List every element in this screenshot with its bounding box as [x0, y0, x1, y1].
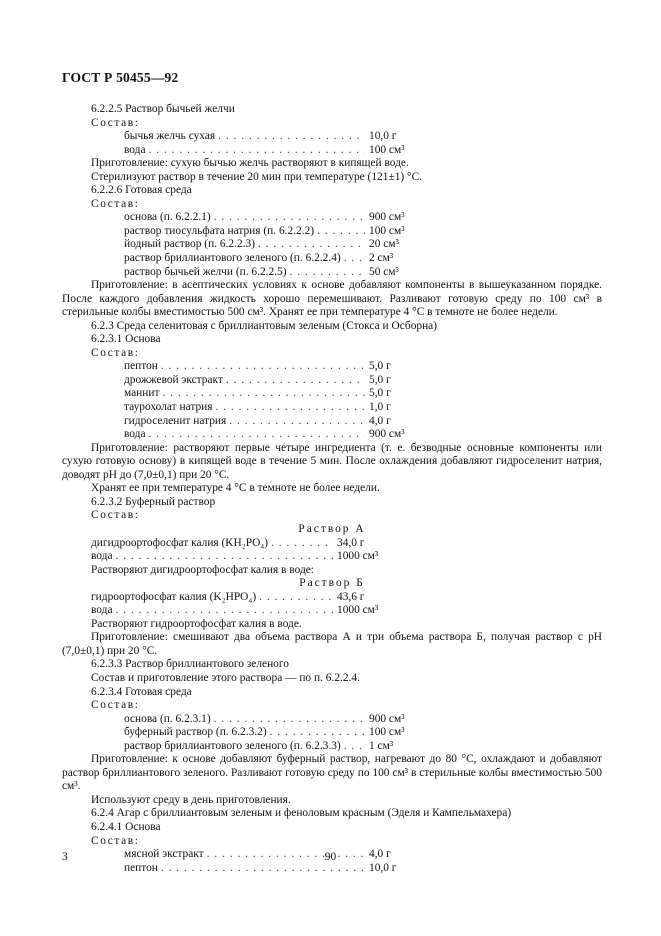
- composition-row: [62, 740, 429, 754]
- paragraph: Приготовление: растворяют первые четыре ингредиента (т. е. безводные основные компоненты или сухую готовую основу) в кипящей воде в течение 5 мин. После охлаждения добавляют гидроселенит натрия, доводят pH до (7,0±0,1) при 20 °С.: [62, 441, 602, 481]
- text-line: 6.2.3.1 Основа: [91, 333, 161, 346]
- text-line: 6.2.4 Агар с бриллиантовым зеленым и феноловым красным (Эделя и Кампельмахера): [91, 807, 512, 820]
- solution-heading: Раствор Б: [299, 577, 365, 590]
- composition-row: [62, 726, 429, 740]
- dot-leader: [314, 225, 365, 239]
- dot-leader: [211, 211, 365, 225]
- dot-leader: [113, 604, 333, 618]
- composition-label: Состав:: [91, 509, 140, 522]
- composition-label: Состав:: [91, 699, 140, 712]
- composition-row: [62, 130, 429, 144]
- page-number: 90: [324, 851, 337, 863]
- composition-row: [62, 387, 429, 401]
- composition-item-name: вода: [91, 550, 113, 563]
- dot-leader: [267, 726, 365, 740]
- composition-item-name: раствор тиосульфата натрия (п. 6.2.2.2): [124, 224, 315, 237]
- text-line: 6.2.2.5 Раствор бычьей желчи: [91, 103, 235, 115]
- composition-row: [62, 713, 429, 727]
- composition-item-amount: 34,0 г: [337, 536, 365, 549]
- composition-item-amount: 4,0 г: [369, 848, 391, 861]
- composition-item-amount: 1000 см³: [337, 604, 379, 617]
- composition-item-amount: 2 см³: [369, 252, 394, 265]
- composition-label: Состав:: [91, 197, 140, 210]
- composition-item-name: раствор бриллиантового зеленого (п. 6.2.3.3): [124, 739, 341, 752]
- composition-item-name: йодный раствор (п. 6.2.2.3): [124, 238, 255, 251]
- composition-item-amount: 100 см³: [369, 224, 405, 237]
- composition-label: Состав:: [91, 346, 140, 359]
- dot-leader: [268, 537, 333, 551]
- composition-item-amount: 5,0 г: [369, 387, 391, 400]
- composition-row: [62, 360, 429, 374]
- composition-row: [62, 604, 397, 618]
- composition-row: [62, 238, 429, 252]
- composition-item-amount: 50 см³: [369, 265, 399, 278]
- composition-item-name: маннит: [124, 387, 160, 400]
- dot-leader: [159, 387, 365, 401]
- text-line: 6.2.3.4 Готовая среда: [91, 685, 192, 698]
- composition-row: [62, 225, 429, 239]
- paragraph: Приготовление: в асептических условиях к основе добавляют компоненты в вышеуказанном порядке. После каждого добавления жидкость хорошо перемешивают. Разливают готовую среду по 100 см³ в стерильные колбы вместимостью 500 см³. Хранят ее при температуре 4 °С в темноте не более недели.: [62, 279, 602, 319]
- composition-item-name: дигидроортофосфат калия (KH₂PO₄): [91, 536, 269, 549]
- dot-leader: [211, 713, 365, 727]
- composition-item-name: пептон: [124, 861, 158, 874]
- composition-item-name: дрожжевой экстракт: [124, 373, 223, 386]
- composition-item-name: буферный раствор (п. 6.2.3.2): [124, 726, 267, 739]
- composition-row: [62, 537, 397, 551]
- composition-row: [62, 266, 429, 280]
- dot-leader: [255, 238, 365, 252]
- composition-item-amount: 5,0 г: [369, 373, 391, 386]
- composition-item-amount: 900 см³: [369, 428, 405, 441]
- footer-sheet-number: 3: [62, 851, 68, 863]
- composition-row: [62, 374, 429, 388]
- composition-item-amount: 900 см³: [369, 211, 405, 224]
- composition-item-name: гидроселенит натрия: [124, 414, 227, 427]
- text-line: 6.2.3 Среда селенитовая с бриллиантовым зеленым (Стокса и Осборна): [91, 319, 438, 332]
- dot-leader: [158, 360, 365, 374]
- document-body: [62, 103, 602, 875]
- paragraph: Приготовление: смешивают два объема раствора А и три объема раствора Б, получая раствор с pH (7,0±0,1) при 20 °С.: [62, 631, 602, 657]
- composition-item-amount: 100 см³: [369, 143, 405, 156]
- dot-leader: [146, 144, 365, 158]
- dot-leader: [146, 428, 365, 442]
- dot-leader: [223, 374, 365, 388]
- text-line: Хранят ее при температуре 4 °С в темноте не более недели.: [91, 482, 380, 495]
- composition-item-name: пептон: [124, 360, 158, 373]
- composition-item-name: таурохолат натрия: [124, 401, 213, 414]
- document-header: ГОСТ Р 50455—92: [62, 70, 179, 85]
- composition-label: Состав:: [91, 834, 140, 847]
- text-line: Растворяют гидроортофосфат калия в воде.: [91, 617, 302, 630]
- composition-item-amount: 43,6 г: [337, 590, 365, 603]
- composition-item-amount: 1000 см³: [337, 550, 379, 563]
- composition-row: [62, 591, 397, 605]
- composition-row: [62, 252, 429, 266]
- composition-row: [62, 144, 429, 158]
- dot-leader: [212, 401, 365, 415]
- dot-leader: [341, 252, 365, 266]
- composition-item-name: гидроортофосфат калия (K₂HPO₄): [91, 590, 257, 603]
- dot-leader: [158, 862, 365, 876]
- composition-row: [62, 401, 429, 415]
- text-line: Стерилизуют раствор в течение 20 мин при температуре (121±1) °С.: [91, 170, 423, 183]
- composition-item-amount: 10,0 г: [369, 861, 397, 874]
- composition-item-name: раствор бриллиантового зеленого (п. 6.2.2.4): [124, 252, 341, 265]
- composition-item-name: вода: [124, 143, 146, 156]
- dot-leader: [215, 130, 365, 144]
- composition-item-amount: 1,0 г: [369, 401, 391, 414]
- composition-item-name: раствор бычьей желчи (п. 6.2.2.5): [124, 265, 287, 278]
- composition-item-name: бычья желчь сухая: [124, 130, 216, 143]
- composition-item-amount: 900 см³: [369, 712, 405, 725]
- text-line: Приготовление: сухую бычью желчь растворяют в кипящей воде.: [91, 157, 409, 170]
- text-line: 6.2.2.6 Готовая среда: [91, 184, 192, 197]
- text-line: 6.2.3.3 Раствор бриллиантового зеленого: [91, 658, 289, 671]
- solution-heading: Раствор А: [298, 522, 366, 535]
- composition-item-name: вода: [91, 604, 113, 617]
- dot-leader: [113, 550, 333, 564]
- dot-leader: [287, 266, 365, 280]
- composition-item-amount: 5,0 г: [369, 360, 391, 373]
- composition-row: [62, 550, 397, 564]
- dot-leader: [226, 415, 365, 429]
- composition-item-name: основа (п. 6.2.2.1): [124, 211, 211, 224]
- composition-item-name: мясной экстракт: [124, 848, 204, 861]
- composition-item-name: вода: [124, 428, 146, 441]
- text-line: Состав и приготовление этого раствора — по п. 6.2.2.4.: [91, 671, 360, 684]
- text-line: 6.2.4.1 Основа: [91, 820, 161, 833]
- dot-leader: [341, 740, 365, 754]
- composition-item-name: основа (п. 6.2.3.1): [124, 712, 211, 725]
- composition-item-amount: 100 см³: [369, 726, 405, 739]
- text-line: Растворяют дигидроортофосфат калия в воде:: [91, 563, 314, 576]
- text-line: 6.2.3.2 Буферный раствор: [91, 495, 216, 508]
- dot-leader: [256, 591, 333, 605]
- composition-row: [62, 415, 429, 429]
- composition-item-amount: 1 см³: [369, 739, 394, 752]
- paragraph: Приготовление: к основе добавляют буферный раствор, нагревают до 80 °С, охлаждают и добавляют раствор бриллиантового зеленого. Разливают готовую среду по 100 см³ в стерильные колбы вместимостью 500 см³.: [62, 753, 602, 793]
- composition-row: [62, 428, 429, 442]
- composition-item-amount: 10,0 г: [369, 130, 397, 143]
- composition-label: Состав:: [91, 116, 140, 129]
- composition-row: [62, 862, 429, 876]
- text-line: Используют среду в день приготовления.: [91, 793, 291, 806]
- composition-item-amount: 20 см³: [369, 238, 399, 251]
- composition-item-amount: 4,0 г: [369, 414, 391, 427]
- composition-row: [62, 211, 429, 225]
